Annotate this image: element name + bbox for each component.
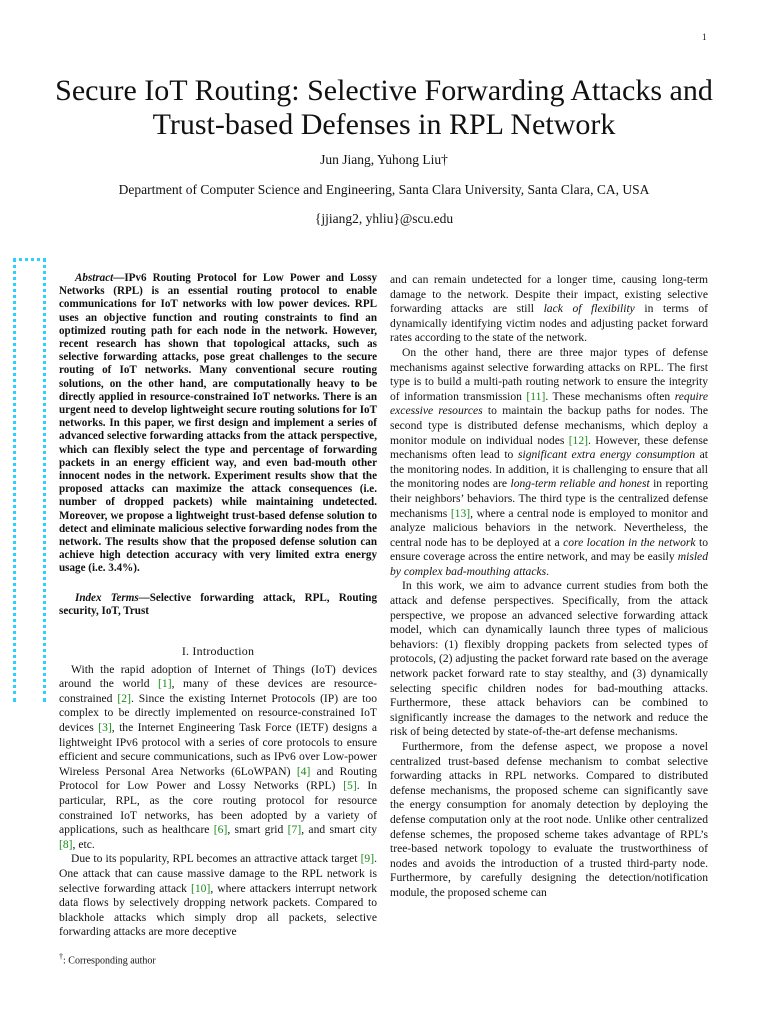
body-text: at the monitoring nodes. In addition, it is challenging to ensure that all the monitoring nodes are [390, 448, 709, 491]
body-text: . Since the existing Internet Protocols (IP) are too complex to be directly implemented on resource-constrained IoT devices [59, 691, 377, 735]
citation-link[interactable]: [3] [98, 721, 112, 735]
body-paragraph-defenses [390, 346, 708, 580]
body-text: . However, these defense mechanisms often lead to [390, 433, 708, 462]
citation-link[interactable]: [9] [360, 852, 375, 866]
emphasis-text: misled by complex bad-mouthing attacks [390, 550, 708, 578]
footnote [59, 952, 156, 966]
citation-link[interactable]: [4] [296, 764, 311, 778]
body-text: Furthermore, from the defense aspect, we propose a novel centralized trust-based defense mechanism to combat selective forwarding attacks in RPL networks. Compared to distributed defense mechanisms, the proposed scheme can significantly save the energy consumption for anomaly detection by deploying the defense computation only at the root node. Unlike other centralized defense schemes, the proposed scheme takes advantage of RPL’s tree-based network topology to evaluate the trustworthiness of nodes and avoids the introduction of a trusted third-party node. Furthermore, by carefully designing the detection/notification module, the proposed scheme can [390, 740, 708, 899]
margin-dotted-marker [13, 258, 46, 702]
index-terms-text: —Selective forwarding attack, RPL, Routing security, IoT, Trust [59, 591, 377, 617]
body-paragraph-defense-aspect [390, 740, 708, 901]
footnote-text: : Corresponding author [63, 955, 156, 967]
citation-link[interactable]: [7] [287, 823, 302, 837]
affiliation: Department of Computer Science and Engineering, Santa Clara University, Santa Clara, CA, USA [118, 182, 650, 197]
body-text: in reporting their neighbors’ behaviors. The third type is the centralized defense mechanisms [390, 477, 708, 520]
body-text: . One attack that can cause massive damage to the RPL network is selective forwarding attack [59, 852, 377, 895]
body-text: In this work, we aim to advance current studies from both the attack and defense perspectives. Specifically, from the attack perspective, we propose an advanced selective forwarding attack model, which can dynamically launch three types of malicious behaviors: (1) flexibly dropping packets from selected types of protocols, (2) adjusting the packet forward rate based on the average network packet forward rate to stay stealthy, and (3) dynamically selecting specific children nodes for bad-mouthing attacks. Furthermore, these attack behaviors can be combined to significantly increase the damages to the network and reduce the risk of being detected by state-of-the-art defense mechanisms. [390, 579, 708, 739]
body-text: and can remain undetected for a longer time, causing long-term damage to the network. Despite their impact, existing selective forwarding attacks are still [390, 273, 708, 316]
intro-paragraph-1 [59, 663, 377, 853]
citation-link[interactable]: [6] [213, 823, 228, 837]
body-text: , etc. [72, 837, 95, 851]
body-text: , smart grid [227, 823, 288, 837]
body-text: Due to its popularity, RPL becomes an attractive attack target [71, 852, 361, 866]
body-text: , many of these devices are resource-constrained [59, 677, 377, 705]
authors: Jun Jiang, Yuhong Liu† [320, 152, 448, 167]
citation-link[interactable]: [11] [526, 389, 546, 403]
emphasis-text: significant extra energy consumption [517, 448, 696, 462]
citation-link[interactable]: [8] [59, 837, 73, 851]
emphasis-text: lack of flexibility [543, 302, 635, 316]
citation-link[interactable]: [12] [568, 433, 589, 447]
index-terms [59, 592, 377, 618]
abstract-text: —IPv6 Routing Protocol for Low Power and Lossy Networks (RPL) is an essential routing protocol to enable communications for IoT networks with low power devices. RPL uses an objective function and routing constraints to find an optimized routing path for each node in the network. However, recent research has shown that topological attacks, such as selective forwarding attacks, pose great challenges to the secure routing of IoT networks. Many conventional secure routing solutions, on the other hand, are computationally heavy to be directly applied in resource-constrained IoT networks. There is an urgent need to develop lightweight secure routing solutions for IoT networks. In this paper, we first design and implement a series of advanced selective forwarding attacks from the attack perspective, which can flexibly select the type and percentage of forwarding packets in an energy efficient way, and even bad-mouth other innocent nodes in the network. Experiment results show that the proposed attacks can maximize the attack consequences (i.e. number of dropped packets) while maintaining undetected. Moreover, we propose a lightweight trust-based defense solution to detect and eliminate malicious selective forwarding nodes from the network. The results show that the proposed defense solution can achieve high detection accuracy with very limited extra energy usage (i.e. 3.4%). [59, 272, 377, 575]
body-text: . These mechanisms often [545, 389, 675, 403]
footnote-mark: † [59, 952, 63, 961]
citation-link[interactable]: [1] [158, 677, 172, 691]
left-column [59, 272, 377, 940]
citation-link[interactable]: [2] [117, 691, 131, 705]
body-paragraph-this-work [390, 579, 708, 740]
body-paragraph-continued [390, 273, 708, 346]
body-text: , and smart city [301, 823, 377, 837]
body-text: and Routing Protocol for Low Power and Lossy Networks (RPL) [59, 764, 377, 793]
body-text: On the other hand, there are three major types of defense mechanisms against selective forwarding attacks on RPL. The first type is to build a multi-path routing network to ensure the integrity of information transmission [390, 345, 708, 403]
body-text: in terms of dynamically identifying victim nodes and adjusting packet forward rates according to the state of the network. [390, 302, 708, 345]
right-column [390, 273, 708, 901]
index-terms-label: Index Terms [75, 591, 139, 604]
body-text: . [546, 564, 550, 578]
body-text: . In particular, RPL, as the core routing protocol for resource constrained IoT networks, has been adopted by a variety of applications, such as healthcare [59, 779, 377, 837]
paper-title: Secure IoT Routing: Selective Forwarding Attacks and Trust-based Defenses in RPL Network [55, 74, 713, 141]
emphasis-text: long-term reliable and honest [510, 477, 650, 491]
page-number: 1 [702, 32, 707, 42]
body-text: to ensure coverage across the entire network, and may be easily [390, 535, 709, 564]
citation-link[interactable]: [10] [191, 881, 211, 895]
abstract [59, 272, 377, 576]
intro-paragraph-2 [59, 852, 377, 940]
citation-link[interactable]: [13] [450, 506, 471, 520]
citation-link[interactable]: [5] [343, 779, 357, 793]
body-text: to maintain the backup paths for nodes. The second type is distributed defense mechanisms, which deploy a monitor module on individual nodes [390, 404, 708, 447]
emphasis-text: core location in the network [563, 535, 696, 549]
body-text: , the Internet Engineering Task Force (IETF) designs a lightweight IPv6 protocol with a series of core protocols to ensure efficient and secure communications, such as IPv6 over Low-power Wireless Personal Area Networks (6LoWPAN) [59, 721, 377, 778]
author-emails: {jjiang2, yhliu}@scu.edu [314, 211, 454, 226]
emphasis-text: require excessive resources [390, 389, 708, 418]
abstract-label: Abstract [75, 272, 114, 284]
section-heading-introduction: I. Introduction [181, 644, 255, 659]
body-text: , where a central node is employed to monitor and analyze malicious behaviors in the network. Nevertheless, the central node has to be deployed at a [390, 506, 708, 549]
body-text: With the rapid adoption of Internet of Things (IoT) devices around the world [59, 662, 377, 691]
body-text: , where attackers interrupt network data flows by selectively dropping network packets. Compared to blackhole attacks which simply drop all packets, selective forwarding attacks are more deceptive [59, 881, 377, 939]
